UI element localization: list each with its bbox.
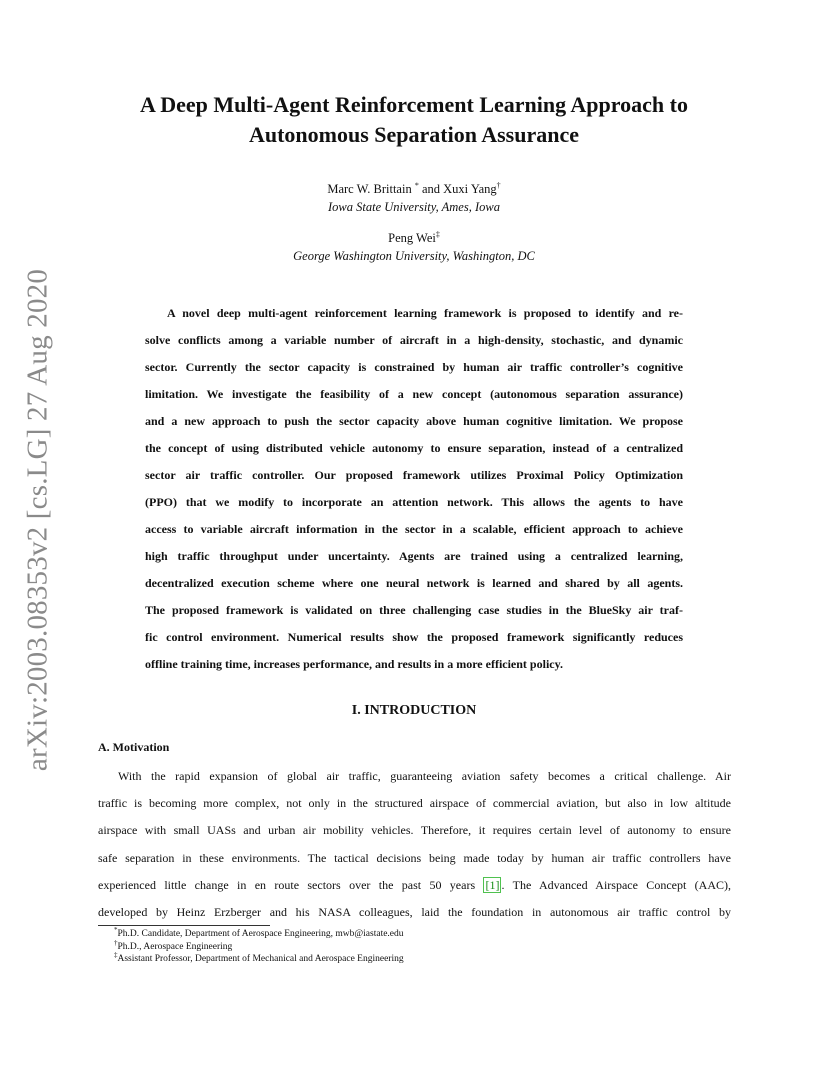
abstract-line: fic control environment. Numerical results show the proposed framework significantly reduces [145,630,683,644]
abstract-line: and a new approach to push the sector capacity above human cognitive limitation. We propose [145,414,683,428]
abstract-line: solve conflicts among a variable number of aircraft in a high-density, stochastic, and dynamic [145,333,683,347]
author-block-1 [90,180,738,216]
footnote-divider [98,925,270,926]
abstract-line: decentralized execution scheme where one neural network is learned and shared by all agents. [145,576,683,590]
footnotes [114,925,404,966]
body-line: traffic is becoming more complex, not only in the structured airspace of commercial aviation, but also in low altitude [98,796,731,811]
body-line: With the rapid expansion of global air traffic, guaranteeing aviation safety becomes a critical challenge. Air [118,769,731,783]
footnote [114,950,404,966]
abstract-line: sector. Currently the sector capacity is constrained by human air traffic controller’s cognitive [145,360,683,374]
footnote [114,938,404,954]
abstract-line: the concept of using distributed vehicle autonomy to ensure separation, instead of a centralized [145,441,683,455]
author-line-2 [90,229,738,247]
author-line-1 [90,180,738,198]
citation-link[interactable]: [1] [485,877,500,892]
abstract-line: access to variable aircraft information in the sector in a scalable, efficient approach to achieve [145,522,683,536]
author-affiliation-1: Iowa State University, Ames, Iowa [328,200,500,214]
section-heading: I. INTRODUCTION [351,703,477,718]
body-line-text: experienced little change in en route sectors over the past 50 years [98,877,484,892]
footnote-text: Assistant Professor, Department of Mechanical and Aerospace Engineering [117,954,404,964]
abstract-line: high traffic throughput under uncertainty. Agents are trained using a centralized learning, [145,549,683,563]
abstract-line: offline training time, increases performance, and results in a more efficient policy. [145,657,563,671]
footnote-mark[interactable]: † [496,180,501,190]
body-line: safe separation in these environments. The tactical decisions being made today by human air traffic controllers have [98,850,731,865]
footnote-mark[interactable]: * [414,180,419,190]
body-line [98,872,731,899]
footnote-mark: † [114,938,118,947]
footnote-text: Ph.D. Candidate, Department of Aerospace Engineering, mwb@iastate.edu [117,929,404,939]
footnote-mark: ‡ [114,950,118,959]
author-name: Marc W. Brittain [327,182,412,196]
footnote-mark[interactable]: ‡ [435,229,440,239]
body-line: developed by Heinz Erzberger and his NASA colleagues, laid the foundation in autonomous air traffic control by [98,904,731,919]
abstract [145,300,683,678]
paper-title [90,90,738,150]
title-line-1: A Deep Multi-Agent Reinforcement Learning Approach to [140,92,688,117]
subsection-heading: A. Motivation [98,740,170,754]
body-line: airspace with small UASs and urban air mobility vehicles. Therefore, it requires certain level of autonomy to ensure [98,823,731,838]
author-block-2 [90,229,738,265]
abstract-line: limitation. We investigate the feasibility of a new concept (autonomous separation assurance) [145,387,683,401]
body-line-text: . The Advanced Airspace Concept (AAC), [501,877,731,892]
body-text [98,763,731,926]
footnote-mark: * [114,925,118,934]
abstract-line: A novel deep multi-agent reinforcement learning framework is proposed to identify and re- [167,306,683,320]
footnote [114,925,404,941]
arxiv-stamp-text: arXiv:2003.08353v2 [cs.LG] 27 Aug 2020 [21,268,54,772]
author-affiliation-2: George Washington University, Washington, DC [293,249,535,263]
abstract-line: The proposed framework is validated on three challenging case studies in the BlueSky air traf- [145,603,683,617]
author-name: Peng Wei [388,231,436,245]
abstract-line: sector air traffic controller. Our proposed framework utilizes Proximal Policy Optimization [145,468,683,482]
abstract-line: (PPO) that we modify to incorporate an attention network. This allows the agents to have [145,495,683,509]
author-name: Xuxi Yang [443,182,497,196]
arxiv-stamp[interactable] [20,268,56,772]
footnote-text: Ph.D., Aerospace Engineering [117,941,233,952]
title-line-2: Autonomous Separation Assurance [248,122,580,147]
author-joiner: and [421,182,441,196]
